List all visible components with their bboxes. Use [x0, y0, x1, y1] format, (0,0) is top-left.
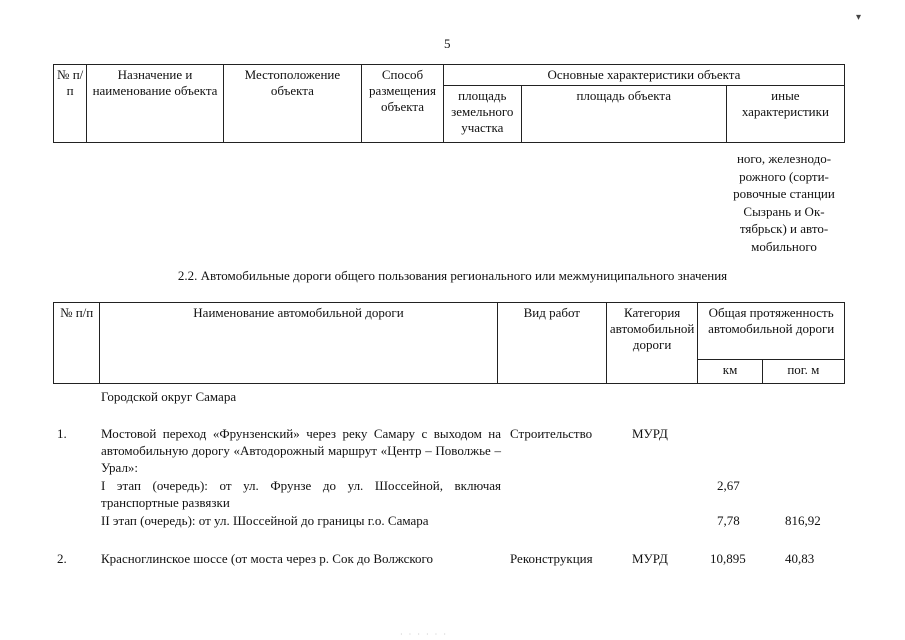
- length-m: 40,83: [785, 551, 815, 566]
- col-num-header: № п/п: [54, 303, 100, 384]
- col-land-header: площадь земельного участка: [443, 86, 521, 143]
- col-purpose-header: Назначение и наименование объекта: [87, 65, 223, 143]
- page-number: 5: [444, 36, 451, 51]
- col-category-header: Категория автомобильной дороги: [606, 303, 697, 384]
- work-type: Реконструкция: [510, 551, 593, 566]
- col-other-header: иные характеристики: [726, 86, 844, 143]
- continuation-line: мобильного: [751, 238, 817, 254]
- row-number: 2.: [57, 551, 67, 566]
- length-km: 10,895: [710, 551, 746, 566]
- road-name: Мостовой переход «Фрунзенский» через реку Самару с выходом на автомобильную дорогу «Автодорожный маршрут «Центр – Поволжье – Урал»:: [101, 426, 501, 475]
- continuation-line: Сызрань и Ок-: [743, 203, 825, 219]
- scan-artifact: · · · · · ·: [400, 630, 448, 639]
- road-category: МУРД: [632, 551, 668, 566]
- road-name: Красноглинское шоссе (от моста через р. Сок до Волжского: [101, 551, 434, 566]
- col-method-header: Способ размещения объекта: [362, 65, 444, 143]
- road-category: МУРД: [632, 426, 668, 441]
- col-km-header: км: [698, 360, 762, 384]
- col-num-header: № п/п: [54, 65, 87, 143]
- roads-table: [53, 302, 845, 384]
- length-km: 7,78: [717, 513, 740, 528]
- stage-name: II этап (очередь): от ул. Шоссейной до границы г.о. Самара: [101, 513, 429, 528]
- col-length-header: Общая протяженность автомобильной дороги: [698, 303, 845, 360]
- continuation-line: ровочные станции: [733, 186, 835, 201]
- scan-mark: ▾: [855, 12, 861, 23]
- continuation-line: рожного (сорти-: [739, 168, 829, 184]
- length-m: 816,92: [785, 513, 821, 528]
- col-main-header: Основные характеристики объекта: [443, 65, 844, 86]
- col-work-header: Вид работ: [497, 303, 606, 384]
- characteristics-table: [53, 64, 845, 143]
- continuation-line: ного, железнодо-: [736, 151, 832, 166]
- col-name-header: Наименование автомобильной дороги: [100, 303, 497, 384]
- col-m-header: пог. м: [762, 360, 844, 384]
- continuation-text: [722, 150, 846, 255]
- row-number: 1.: [57, 426, 67, 441]
- continuation-line: тябрьск) и авто-: [739, 221, 829, 236]
- stage-name: I этап (очередь): от ул. Фрунзе до ул. Шоссейной, включая транспортные развязки: [101, 478, 501, 510]
- col-location-header: Местоположение объекта: [223, 65, 361, 143]
- section-heading: 2.2. Автомобильные дороги общего пользования регионального или межмуниципального значения: [177, 268, 728, 283]
- length-km: 2,67: [717, 478, 740, 493]
- district-label: Городской округ Самара: [101, 389, 237, 404]
- work-type: Строительство: [510, 426, 593, 441]
- col-area-header: площадь объекта: [521, 86, 726, 143]
